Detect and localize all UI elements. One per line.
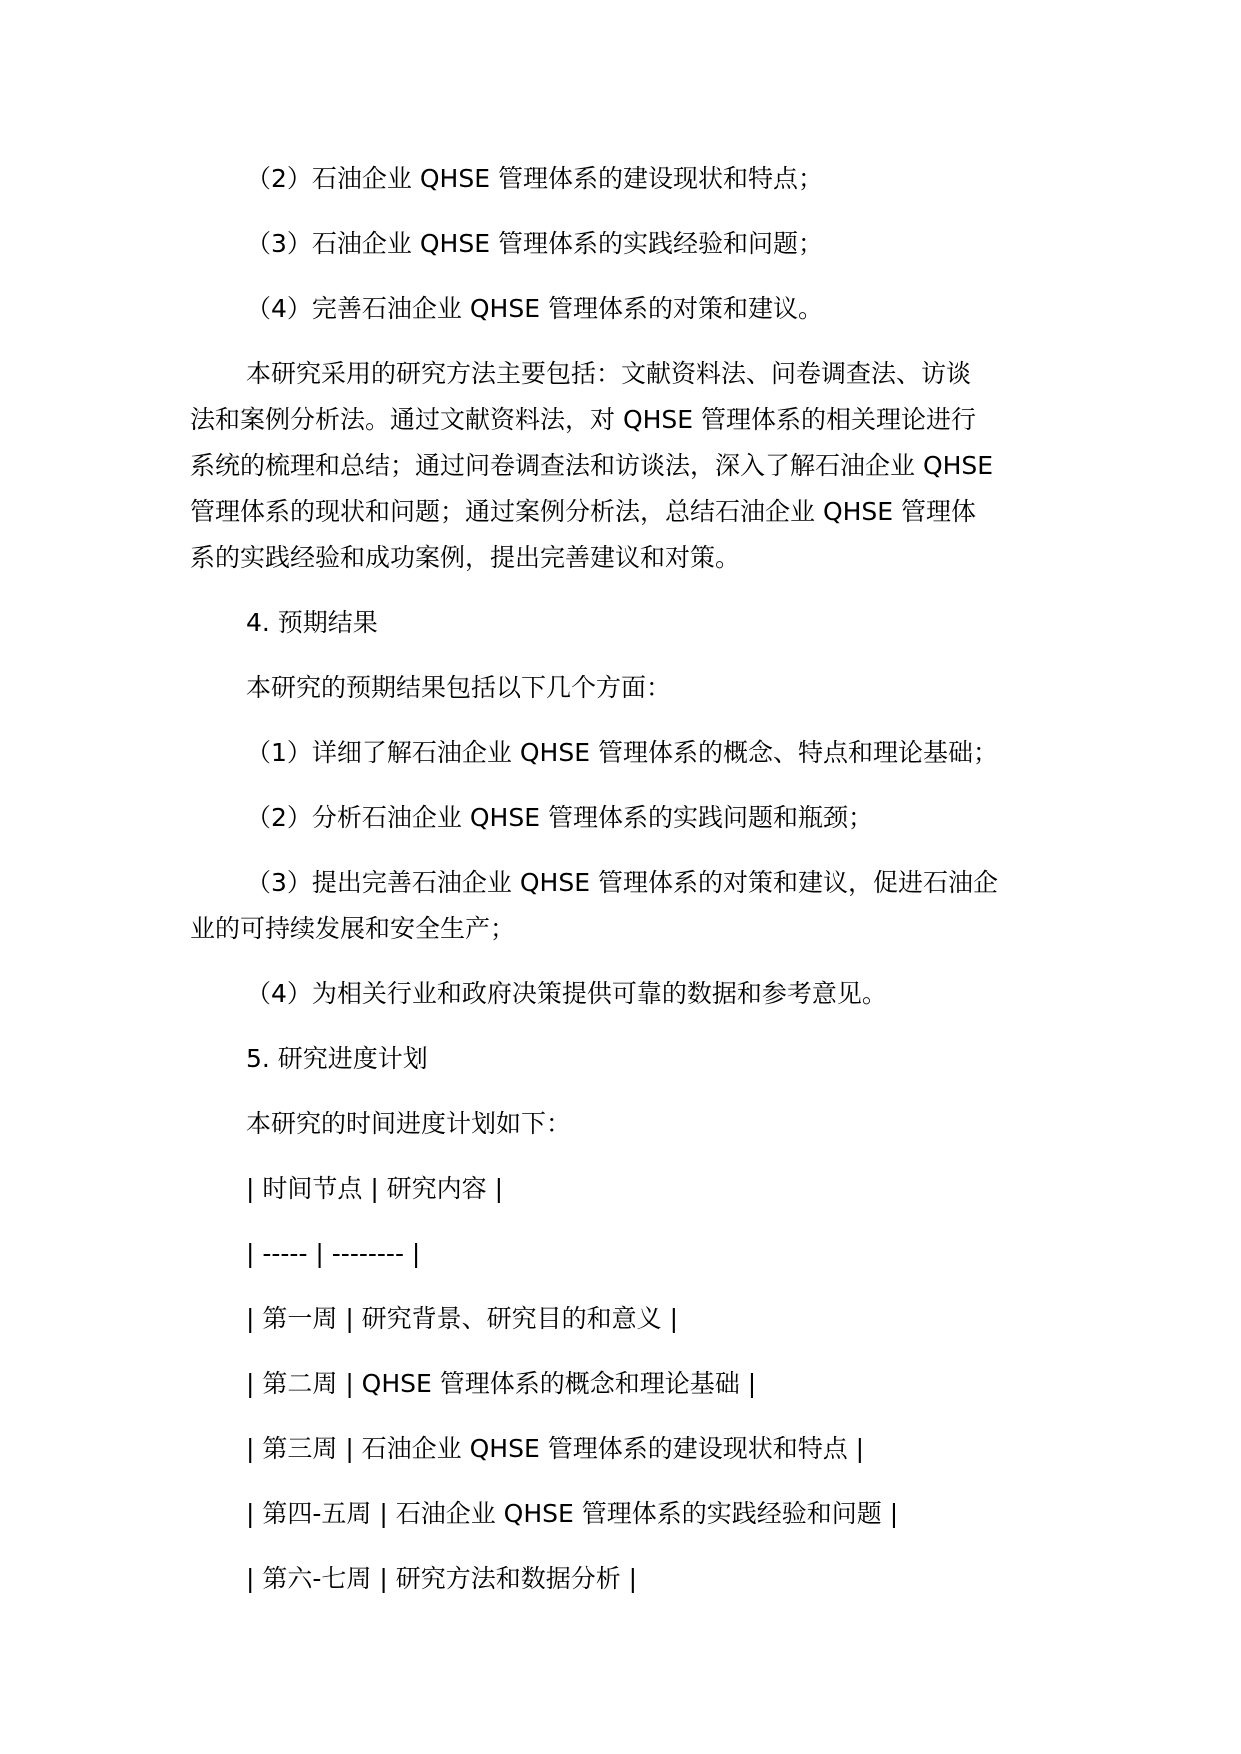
schedule-row-week-6-7: | 第六-七周 | 研究方法和数据分析 | xyxy=(246,1564,638,1593)
section-heading xyxy=(190,1036,1050,1082)
list-item xyxy=(190,795,1050,841)
section-5-intro: 本研究的时间进度计划如下： xyxy=(246,1109,572,1138)
schedule-row xyxy=(190,1426,1050,1472)
section-4-intro: 本研究的预期结果包括以下几个方面： xyxy=(246,673,672,702)
research-content-item-4: （4）完善石油企业 QHSE 管理体系的对策和建议。 xyxy=(246,294,823,323)
methods-paragraph xyxy=(190,351,1050,581)
section-intro xyxy=(190,1101,1050,1147)
expected-item-2: （2）分析石油企业 QHSE 管理体系的实践问题和瓶颈； xyxy=(246,803,873,832)
schedule-row-week-4-5: | 第四-五周 | 石油企业 QHSE 管理体系的实践经验和问题 | xyxy=(246,1499,899,1528)
schedule-row-week-3: | 第三周 | 石油企业 QHSE 管理体系的建设现状和特点 | xyxy=(246,1434,865,1463)
schedule-row xyxy=(190,1491,1050,1537)
schedule-row xyxy=(190,1166,1050,1212)
schedule-separator-row: | ----- | -------- | xyxy=(246,1239,421,1268)
schedule-row xyxy=(190,1556,1050,1602)
list-item xyxy=(190,730,1050,776)
research-content-item-3: （3）石油企业 QHSE 管理体系的实践经验和问题； xyxy=(246,229,823,258)
schedule-row-week-2: | 第二周 | QHSE 管理体系的概念和理论基础 | xyxy=(246,1369,757,1398)
paragraph-line: 管理体系的现状和问题；通过案例分析法，总结石油企业 QHSE 管理体 xyxy=(190,497,977,526)
schedule-header-row: | 时间节点 | 研究内容 | xyxy=(246,1174,504,1203)
paragraph-line: 系的实践经验和成功案例，提出完善建议和对策。 xyxy=(190,543,741,572)
section-heading xyxy=(190,600,1050,646)
list-item xyxy=(190,221,1050,267)
list-item xyxy=(190,860,1050,952)
expected-item-1: （1）详细了解石油企业 QHSE 管理体系的概念、特点和理论基础； xyxy=(246,738,998,767)
schedule-row xyxy=(190,1296,1050,1342)
expected-item-3-line: （3）提出完善石油企业 QHSE 管理体系的对策和建议，促进石油企 xyxy=(246,868,998,897)
list-item xyxy=(190,971,1050,1017)
list-item xyxy=(190,286,1050,332)
document-content xyxy=(190,156,1050,1621)
section-intro xyxy=(190,665,1050,711)
paragraph-line: 法和案例分析法。通过文献资料法，对 QHSE 管理体系的相关理论进行 xyxy=(190,405,977,434)
paragraph-line: 本研究采用的研究方法主要包括：文献资料法、问卷调查法、访谈 xyxy=(246,359,972,388)
research-content-item-2: （2）石油企业 QHSE 管理体系的建设现状和特点； xyxy=(246,164,823,193)
expected-item-3-line: 业的可持续发展和安全生产； xyxy=(190,914,516,943)
schedule-row-week-1: | 第一周 | 研究背景、研究目的和意义 | xyxy=(246,1304,679,1333)
list-item xyxy=(190,156,1050,202)
section-4-heading: 4. 预期结果 xyxy=(246,608,378,637)
schedule-row xyxy=(190,1361,1050,1407)
expected-item-4: （4）为相关行业和政府决策提供可靠的数据和参考意见。 xyxy=(246,979,887,1008)
paragraph-line: 系统的梳理和总结；通过问卷调查法和访谈法，深入了解石油企业 QHSE xyxy=(190,451,994,480)
section-5-heading: 5. 研究进度计划 xyxy=(246,1044,428,1073)
schedule-row xyxy=(190,1231,1050,1277)
